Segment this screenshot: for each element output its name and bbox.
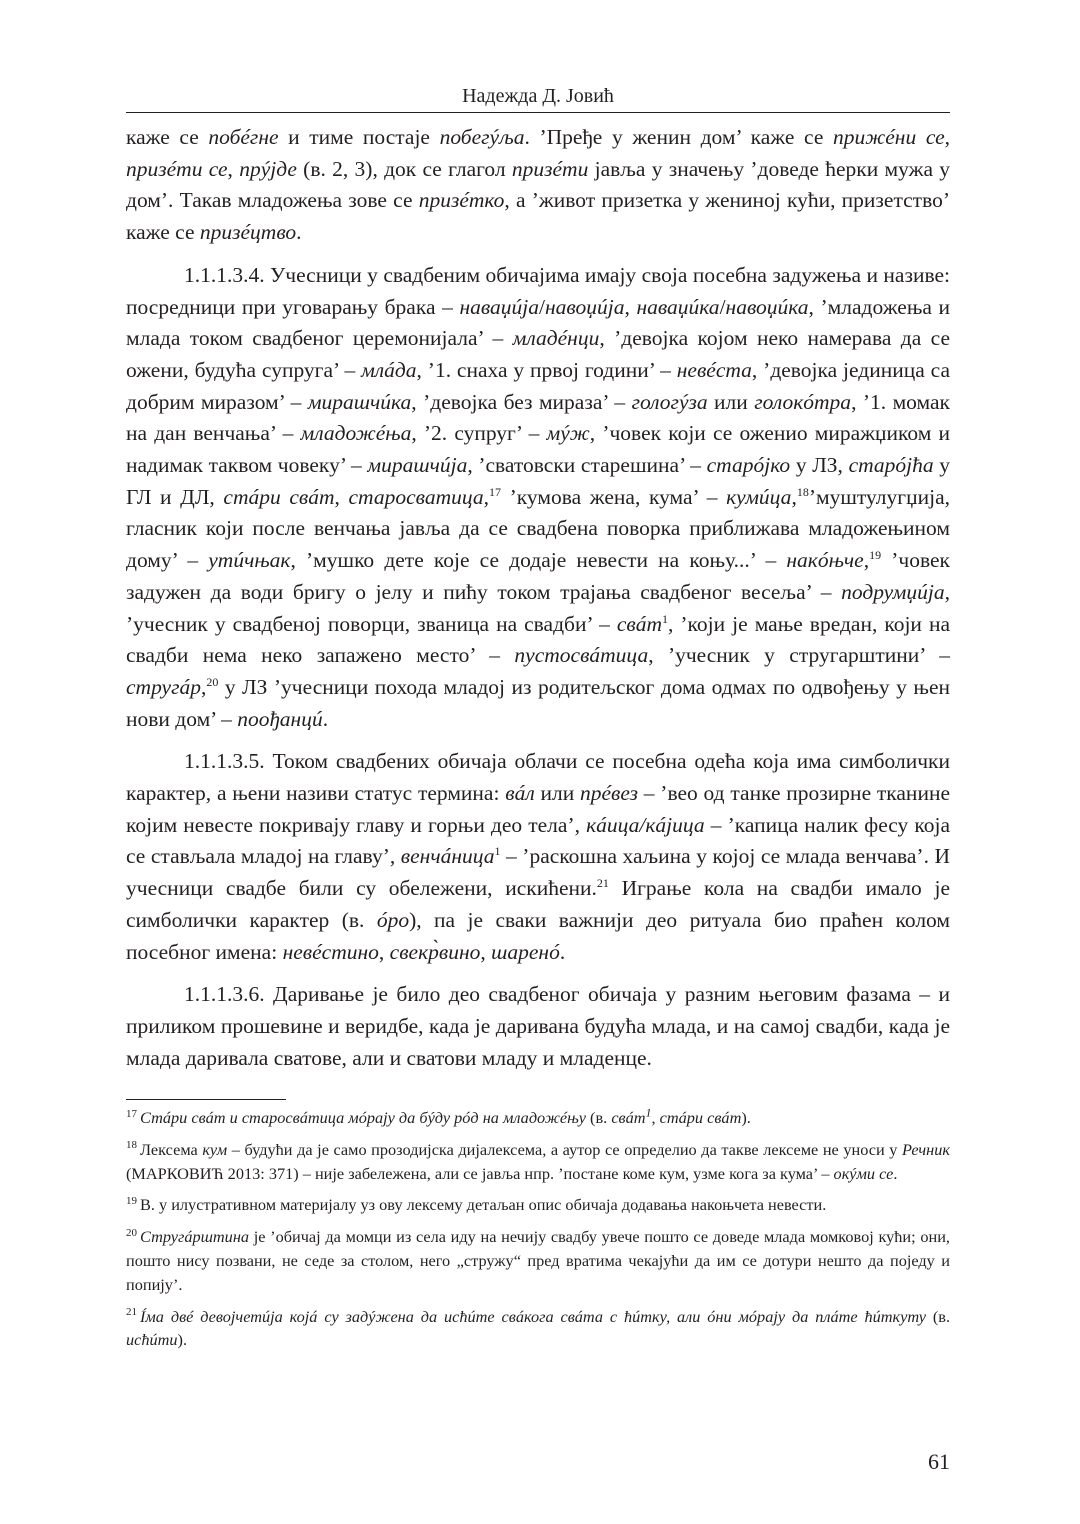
footnote-ref-17[interactable]: 17 (489, 484, 501, 499)
page-number: 61 (928, 1449, 950, 1474)
paragraph-2: 1.1.1.3.4. Учесници у свадбеним обичајима имају своја посебна задужења и називе: посредници при уговарању брака – наваџúја/навоџúја, наваџúка/навоџúка, ’младожења и млада током свадбеног церемонијала’ – младéнци, ’девојка којом неко намерава да се ожени, будућа супруга’ – млáда, ’1. снаха у првој години’ – невéста, ’девојка јединица са добрим миразом’ – мирашчúка, ’девојка без мираза’ – гологýза или голокóтра, ’1. момак на дан венчања’ – младожéња, ’2. супруг’ – мýж, ’човек који се оженио миражџиком и надимак таквом човеку’ – мирашчúја, ’сватовски старешина’ – старóјко у ЛЗ, старóјћа у ГЛ и ДЛ, стáри свáт, старосватица,$^{17}$ ’кумова жена, кума’ – кумúца,$^{18}$’муштулугџија, гласник који после венчања јавља да се свадбена поворка приближава младожењином дому’ – утúчњак, ’мушко дете које се додаје невести на коњу...’ – накóњче,$^{19}$ ’човек задужен да води бригу о јелу и пићу током трајања свадбеног весеља’ – подрумџúја, ’учесник у свадбеној поворци, званица на свадби’ – свáт$^1$, ’који је мање вредан, који на свадби нема неко запажено место’ – пустосвáтица, ’учесник у стругарштини’ – стругáр,$^{20}$ у ЛЗ ’учесници похода младој из родитељског дома одмах по одвођењу у њен нови дом’ – поођанцú. (126, 262, 951, 731)
footnote-ref-21[interactable]: 21 (596, 876, 609, 891)
footnote-18: $^{18}$ Лексема кум – будући да је само прозодијска дијалексема, а аутор се определио да такве лексеме не уноси у Речник (МАРКОВИЋ 2013: 371) – није забележена, али се јавља нпр. ’постане коме кум, узме кога за кума’ – окýми се. (126, 1139, 950, 1183)
footnote-20: $^{20}$ Стругáрштина је ’обичај да момци из села иду на нечију свадбу увече пошто се доведе млада момковој кући; они, пошто нису позвани, не седе за столом, него „стружу“ пред вратима чекајући да им се дотури нешто да поједу и попију’. (126, 1226, 950, 1294)
footnote-ref-20[interactable]: 20 (206, 674, 219, 689)
footnote-21: $^{21}$ Íма двé девојчетúја којá су задýжена да исћúте свáкога свáта с ћúтку, али óни мóрају да плáте ћúткуту (в. исћúти). (126, 1306, 951, 1350)
paragraph-4: 1.1.1.3.6. Даривање је било део свадбеног обичаја у разним његовим фазама – и приликом прошевине и веридбе, када је даривана будућа млада, и на самој свадби, када је млада даривала сватове, али и сватови младу и младенце. (126, 982, 950, 1070)
running-head: Надежда Д. Јовић (462, 85, 614, 107)
footnote-19: $^{19}$ В. у илустративном материјалу уз ову лексему детаљан опис обичаја додавања накоњчета невести. (126, 1194, 827, 1215)
footnote-17: $^{17}$ Стáри свáт и старосвáтица мóрају да бýду рóд на младожéњу (в. свáт$^1$, стáри свáт). (126, 1105, 751, 1127)
paragraph-1: каже се побéгне и тиме постаје побегýља. ’Пређе у женин дом’ каже се прижéни се, призéти се, прýјде (в. 2, 3), док се глагол призéти јавља у значењу ’доведе ћерки мужа у дом’. Такав младожења зове се призéтко, а ’живот призетка у жениној кући, призетство’ каже се призéцтво. (126, 125, 951, 245)
footnote-ref-19[interactable]: 19 (869, 547, 882, 562)
footnotes (126, 1106, 950, 1360)
footnote-ref-18[interactable]: 18 (796, 484, 809, 499)
footnote-separator (126, 1099, 286, 1100)
main-text (126, 122, 950, 1085)
paragraph-3: 1.1.1.3.5. Током свадбених обичаја облачи се посебна одећа која има симболички карактер, а њени називи статус термина: вáл или прéвез – ’вео од танке прозирне тканине којим невесте покривају главу и горњи део тела’, кáица/кáјица – ’капица налик фесу која се стављала младој на главу’, венчáница$^1$ – ’раскошна хаљина у којој се млада венчава’. И учесници свадбе били су обележени, искићени.$^{21}$ Играње кола на свадби имало је симболички карактер (в. óро), па је сваки важнији део ритуала био праћен колом посебног имена: невéстино, свекр̀вино, шаренó. (126, 749, 951, 964)
header-rule (126, 112, 950, 113)
